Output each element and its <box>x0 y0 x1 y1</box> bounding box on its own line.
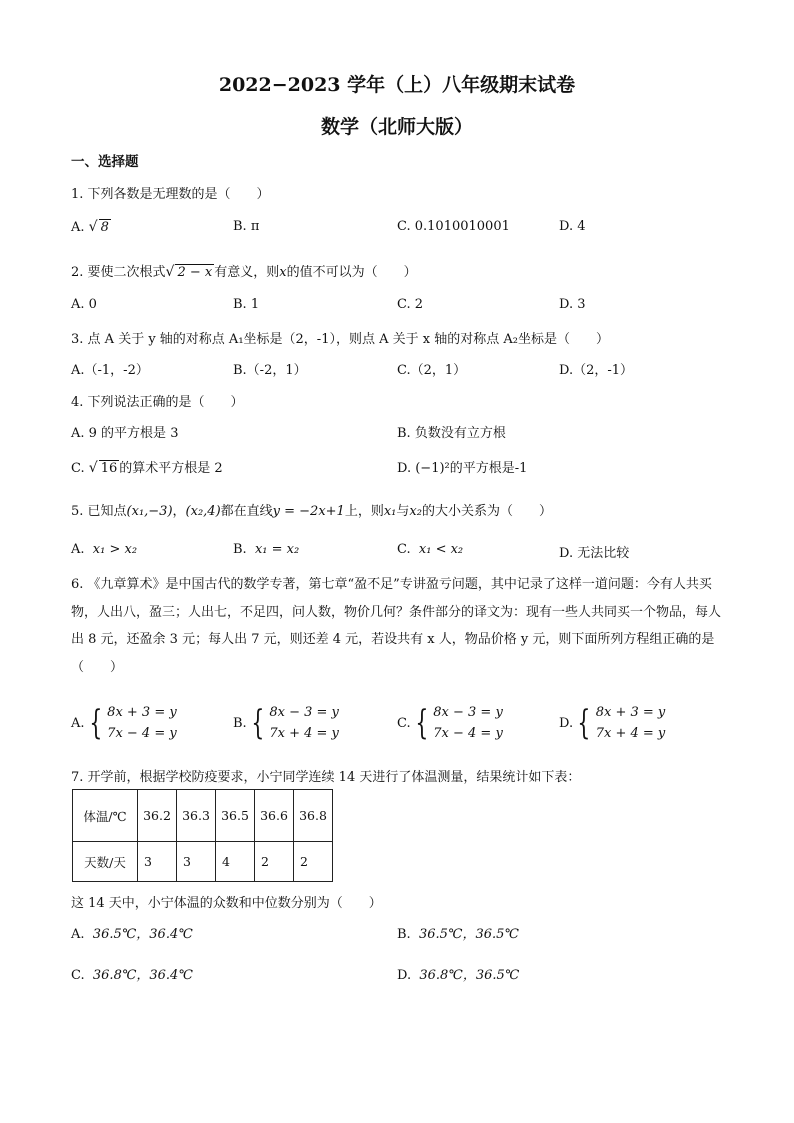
q3-option-c[interactable]: C.（2，1） <box>397 363 467 378</box>
q1-option-d[interactable]: D. 4 <box>559 219 586 234</box>
q5-option-a[interactable] <box>71 542 137 557</box>
q6-option-d-eq1: 8x + 3 = y <box>595 705 666 720</box>
question-1-stem: 1. 下列各数是无理数的是（ ） <box>71 187 270 202</box>
q2-option-c[interactable]: C. 2 <box>397 297 424 312</box>
q4-option-d-text: 的平方根是-1 <box>449 461 528 476</box>
page-subtitle: 数学（北师大版） <box>320 116 473 138</box>
q4-option-a[interactable]: A. 9 的平方根是 3 <box>71 426 179 441</box>
question-4-stem: 4. 下列说法正确的是（ ） <box>71 395 244 410</box>
q5-stem-part: 都在直线 <box>220 504 273 519</box>
question-3-stem: 3. 点 A 关于 y 轴的对称点 A₁坐标是（2，-1），则点 A 关于 x 轴的对称点 A₂坐标是（ ） <box>71 332 609 347</box>
q2-option-d[interactable]: D. 3 <box>559 297 586 312</box>
q3-option-b[interactable]: B.（-2，1） <box>233 363 307 378</box>
question-2-stem <box>71 261 417 280</box>
q4-option-c[interactable] <box>71 457 223 476</box>
q6-option-c-label: C. <box>397 715 411 731</box>
q6-option-b-eq2: 7x + 4 = y <box>269 726 339 741</box>
q4-option-d-label: D. <box>397 461 412 476</box>
q1-option-b[interactable]: B. π <box>233 219 260 234</box>
table-row <box>73 842 333 882</box>
q6-option-b-label: B. <box>233 715 247 731</box>
q7-option-d[interactable] <box>397 964 519 983</box>
q5-point-1: (x₁,−3) <box>126 504 173 519</box>
q7-option-c[interactable] <box>71 964 193 983</box>
q4-option-d-expression: (−1)² <box>415 461 450 476</box>
table-cell: 36.5 <box>216 790 255 842</box>
q6-option-b[interactable] <box>233 702 339 744</box>
q2-option-b[interactable]: B. 1 <box>233 297 260 312</box>
q4-option-d[interactable] <box>397 457 527 476</box>
table-cell: 36.3 <box>177 790 216 842</box>
table-cell: 36.2 <box>138 790 177 842</box>
q5-option-b-label: B. <box>233 542 247 557</box>
q6-option-a-label: A. <box>71 715 85 731</box>
question-7-prompt: 这 14 天中，小宁体温的众数和中位数分别为（ ） <box>71 896 382 911</box>
q5-var-2: x₂ <box>409 504 422 519</box>
question-7-stem: 7. 开学前，根据学校防疫要求，小宁同学连续 14 天进行了体温测量，结果统计如下表： <box>71 770 581 785</box>
q5-var-1: x₁ <box>383 504 397 519</box>
q7-option-c-value: 36.8℃，36.4℃ <box>92 968 193 983</box>
q1-option-a[interactable] <box>71 219 111 235</box>
q5-option-c-expression: x₁ < x₂ <box>418 542 464 557</box>
q5-stem-part: 上，则 <box>344 504 384 519</box>
q6-option-d[interactable] <box>559 702 665 744</box>
q2-option-a[interactable]: A. 0 <box>71 297 97 312</box>
q5-stem-part: 的大小关系为（ ） <box>421 504 552 519</box>
q1-option-c[interactable]: C. 0.1010010001 <box>397 219 510 234</box>
q5-option-b[interactable] <box>233 542 299 557</box>
q5-line-equation: y = −2x+1 <box>272 504 345 519</box>
q5-option-c-label: C. <box>397 542 411 557</box>
q7-option-a-label: A. <box>71 927 85 942</box>
q6-option-c-eq2: 7x − 4 = y <box>433 726 503 741</box>
page-title: 2022−2023 学年（上）八年级期末试卷 <box>218 74 576 96</box>
q2-stem-part: 的值不可以为（ ） <box>286 265 417 280</box>
q5-option-d[interactable]: D. 无法比较 <box>559 546 630 561</box>
q7-option-d-value: 36.8℃，36.5℃ <box>419 968 520 983</box>
q5-option-a-label: A. <box>71 542 85 557</box>
q4-option-b[interactable]: B. 负数没有立方根 <box>397 426 506 441</box>
sqrt-symbol: √ <box>88 460 98 476</box>
table-cell: 3 <box>177 842 216 882</box>
table-cell: 36.8 <box>294 790 333 842</box>
q7-option-a[interactable] <box>71 923 193 942</box>
question-5-stem <box>71 500 552 519</box>
q2-variable: x <box>279 265 287 280</box>
table-cell: 2 <box>294 842 333 882</box>
q7-option-c-label: C. <box>71 968 85 983</box>
q5-point-2: (x₂,4) <box>185 504 221 519</box>
q7-option-b-value: 36.5℃，36.5℃ <box>418 927 519 942</box>
q4-option-c-label: C. <box>71 461 85 476</box>
table-header-cell: 体温/℃ <box>73 790 138 842</box>
q5-option-b-expression: x₁ = x₂ <box>254 542 300 557</box>
q7-option-b-label: B. <box>397 927 411 942</box>
sqrt-symbol: √ <box>88 219 98 235</box>
table-cell: 2 <box>255 842 294 882</box>
q2-stem-part: 2. 要使二次根式 <box>71 265 166 280</box>
left-brace-icon: { <box>251 703 264 743</box>
left-brace-icon: { <box>414 703 428 743</box>
table-row <box>73 790 333 842</box>
left-brace-icon: { <box>577 703 591 743</box>
q6-option-d-eq2: 7x + 4 = y <box>595 726 666 741</box>
q2-radicand: 2 − x <box>177 265 213 280</box>
q5-stem-part: 5. 已知点 <box>71 504 127 519</box>
q3-option-a[interactable]: A.（-1，-2） <box>71 363 149 378</box>
q6-option-a[interactable] <box>71 702 177 744</box>
table-cell: 36.6 <box>255 790 294 842</box>
q5-option-a-expression: x₁ > x₂ <box>92 542 138 557</box>
table-header-cell: 天数/天 <box>73 842 138 882</box>
q3-option-d[interactable]: D.（2，-1） <box>559 363 634 378</box>
q7-option-b[interactable] <box>397 923 519 942</box>
q1-option-a-label: A. <box>71 220 85 235</box>
q2-stem-part: 有意义，则 <box>214 265 280 280</box>
q6-option-d-label: D. <box>559 715 574 731</box>
q7-option-a-value: 36.5℃，36.4℃ <box>92 927 193 942</box>
sqrt-symbol: √ <box>165 264 175 280</box>
table-cell: 4 <box>216 842 255 882</box>
q5-option-c[interactable] <box>397 542 463 557</box>
q4-option-c-text: 的算术平方根是 2 <box>119 461 223 476</box>
q4-option-c-radicand: 16 <box>100 461 118 476</box>
q5-stem-part: 与 <box>396 504 410 519</box>
q7-option-d-label: D. <box>397 968 412 983</box>
q6-option-c-eq1: 8x − 3 = y <box>433 705 503 720</box>
temperature-table <box>72 789 333 882</box>
q5-stem-part: ， <box>172 504 186 519</box>
q6-option-a-eq2: 7x − 4 = y <box>107 726 177 741</box>
question-6-stem: 6. 《九章算术》是中国古代的数学专著，第七章“盈不足”专讲盈亏问题，其中记录了这样一道问题：今有人共买物，人出八，盈三；人出七，不足四，问人数，物价几何？条件部分的译文为：现有一些人共同买一个物品，每人出 8 元，还盈余 3 元；每人出 7 元，则还差 4 元，若设共有 x 人，物品价格 y 元，则下面所列方程组正确的是（ ） <box>71 577 722 675</box>
section-title: 一、选择题 <box>71 154 139 170</box>
q6-option-c[interactable] <box>397 702 503 744</box>
table-cell: 3 <box>138 842 177 882</box>
q1-option-a-radicand: 8 <box>100 220 109 235</box>
q6-option-b-eq1: 8x − 3 = y <box>269 705 339 720</box>
q6-option-a-eq1: 8x + 3 = y <box>107 705 177 720</box>
left-brace-icon: { <box>88 703 102 743</box>
